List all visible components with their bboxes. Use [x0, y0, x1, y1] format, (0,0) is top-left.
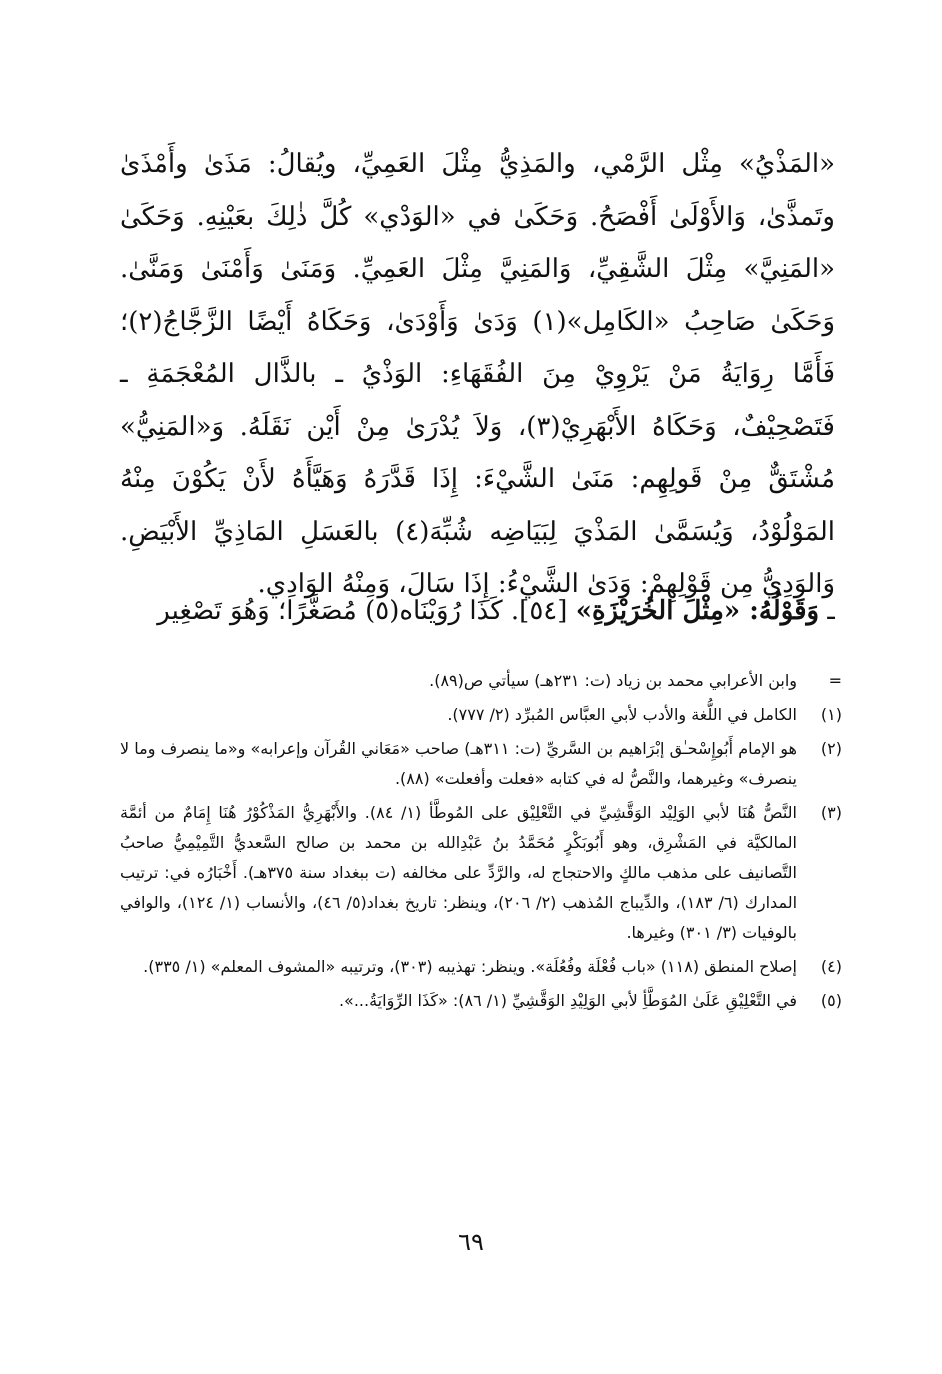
footnote-marker: (٥): [820, 991, 842, 1010]
entry-dash: ـ: [827, 596, 835, 626]
footnote-continuation: [120, 666, 842, 696]
footnote-marker: (١): [820, 705, 842, 724]
entry-keyword: وَقَوْلُهُ: «مِثْلَ الخُرَيْزَةِ»: [575, 596, 820, 626]
footnote-text: النَّصُّ هُنَا لأبي الوَلِيْد الوَقَّشِيِّ في التَّعْلِيْق على المُوطَّأ (١/ ٨٤). والأَبْهَرِيُّ المَذْكُوْرُ هُنَا إِمَامٌ من أئمَّة المالكيَّة في المَشْرِق، وهو أَبُوبَكْرٍ مُحَمَّدُ بنُ عَبْدِالله بن محمد بن صالح السَّعديُّ التَّمِيْمِيُّ صاحبُ التَّصانيف على مذهب مالكٍ والاحتجاج له، والرَّدِّ على مخالفه (ت ببغداد سنة ٣٧٥هـ). أَخْبَارُه في: ترتيب المدارك (٦/ ١٨٣)، والدِّيباج المُذهب (٢/ ٢٠٦)، وينظر: تاريخ بغداد(٥/ ٤٦)، والأنساب (١/ ١٢٤)، والوافي بالوفيات (٣/ ٣٠١) وغيرها.: [120, 803, 798, 942]
footnote-text: في التَّعْلِيْقِ عَلَىٰ المُوَطَّأِ لأبي الوَلِيْدِ الوَقَّشِيِّ (١/ ٨٦): «كَذَا الرِّوَايَةُ...».: [338, 991, 797, 1010]
entry-line: [120, 585, 835, 637]
footnote-marker: (٢): [820, 739, 842, 758]
footnotes-section: [120, 666, 842, 1020]
footnote-text: الكامل في اللُّغة والأدب لأبي العبَّاس المُبرِّد (٢/ ٧٧٧).: [447, 705, 797, 724]
main-text-block: [120, 138, 835, 611]
page-number: ٦٩: [458, 1228, 484, 1256]
entry-reference: [٥٤].: [510, 596, 568, 626]
footnote-marker: (٣): [820, 803, 842, 822]
main-paragraph: «المَذْيُ» مِثْل الرَّمْي، والمَذِيُّ مِثْلَ العَمِيِّ، ويُقالُ: مَذَىٰ وأَمْذَىٰ وتَمذَّىٰ، وَالأَوْلَىٰ أَفْصَحُ. وَحَكَىٰ في «الوَدْي» كُلَّ ذٰلِكَ بعَيْنِهِ. وَحَكَىٰ «المَنِيَّ» مِثْلَ الشَّقِيِّ، وَالمَنِيَّ مِثْلَ العَمِيِّ. وَمَنَىٰ وَأَمْنَىٰ وَمَنَّىٰ. وَحَكَىٰ صَاحِبُ «الكَامِل»(١) وَدَىٰ وَأَوْدَىٰ، وَحَكَاهُ أَيْضًا الزَّجَّاجُ(٢)؛ فَأَمَّا رِوَايَةُ مَنْ يَرْوِيْ مِنَ الفُقَهَاءِ: الوَذْيُ ـ بالذَّال المُعْجَمَةِ ـ فَتَصْحِيْفٌ، وَحَكَاهُ الأَبْهَرِيْ(٣)، وَلاَ يُدْرَىٰ مِنْ أَيْن نَقَلَهُ. وَ«المَنِيُّ» مُشْتَقٌّ مِنْ قَولِهِم: مَنَىٰ الشَّيْءَ: إِذَا قَدَّرَهُ وَهَيَّأَهُ لأَنْ يَكُوْنَ مِنْهُ المَوْلُوْدُ، وَيُسَمَّىٰ المَذْيَ لِبَيَاضِه شُبِّهَ(٤) بالعَسَلِ المَاذِيِّ الأَبْيَضِ. وَالوَدِيُّ مِن قَوْلِهِمْ: وَدَىٰ الشَّيْءُ: إِذَا سَالَ، وَمِنْهُ الوَادِي.: [120, 149, 835, 599]
footnote-text: إصلاح المنطق (١١٨) «باب فُعْلَة وفُعُلَة». وينظر: تهذيبه (٣٠٣)، وترتيبه «المشوف المعلم» (١/ ٣٣٥).: [143, 957, 797, 976]
footnote-marker: =: [828, 671, 842, 690]
footnote-2: [120, 734, 842, 794]
footnote-text: وابن الأعرابي محمد بن زياد (ت: ٢٣١هـ) سيأتي ص(٨٩).: [429, 671, 797, 690]
footnote-marker: (٤): [820, 957, 842, 976]
footnote-1: [120, 700, 842, 730]
footnote-text: هو الإمام أَبُوإِسْحـٰق إبْرَاهيم بن السَّريِّ (ت: ٣١١هـ) صاحب «مَعَاني القُرآن وإعرابه» و«ما ينصرف وما لا ينصرف» وغيرهما، والنَّصُّ له في كتابه «فعلت وأفعلت» (٨٨).: [120, 739, 797, 788]
footnote-5: [120, 986, 842, 1016]
footnote-3: [120, 798, 842, 948]
entry-text: كَذَا رُوَيْنَاه(٥) مُصَغَّرًا؛ وَهُوَ تَصْغِير: [157, 596, 503, 626]
footnote-4: [120, 952, 842, 982]
